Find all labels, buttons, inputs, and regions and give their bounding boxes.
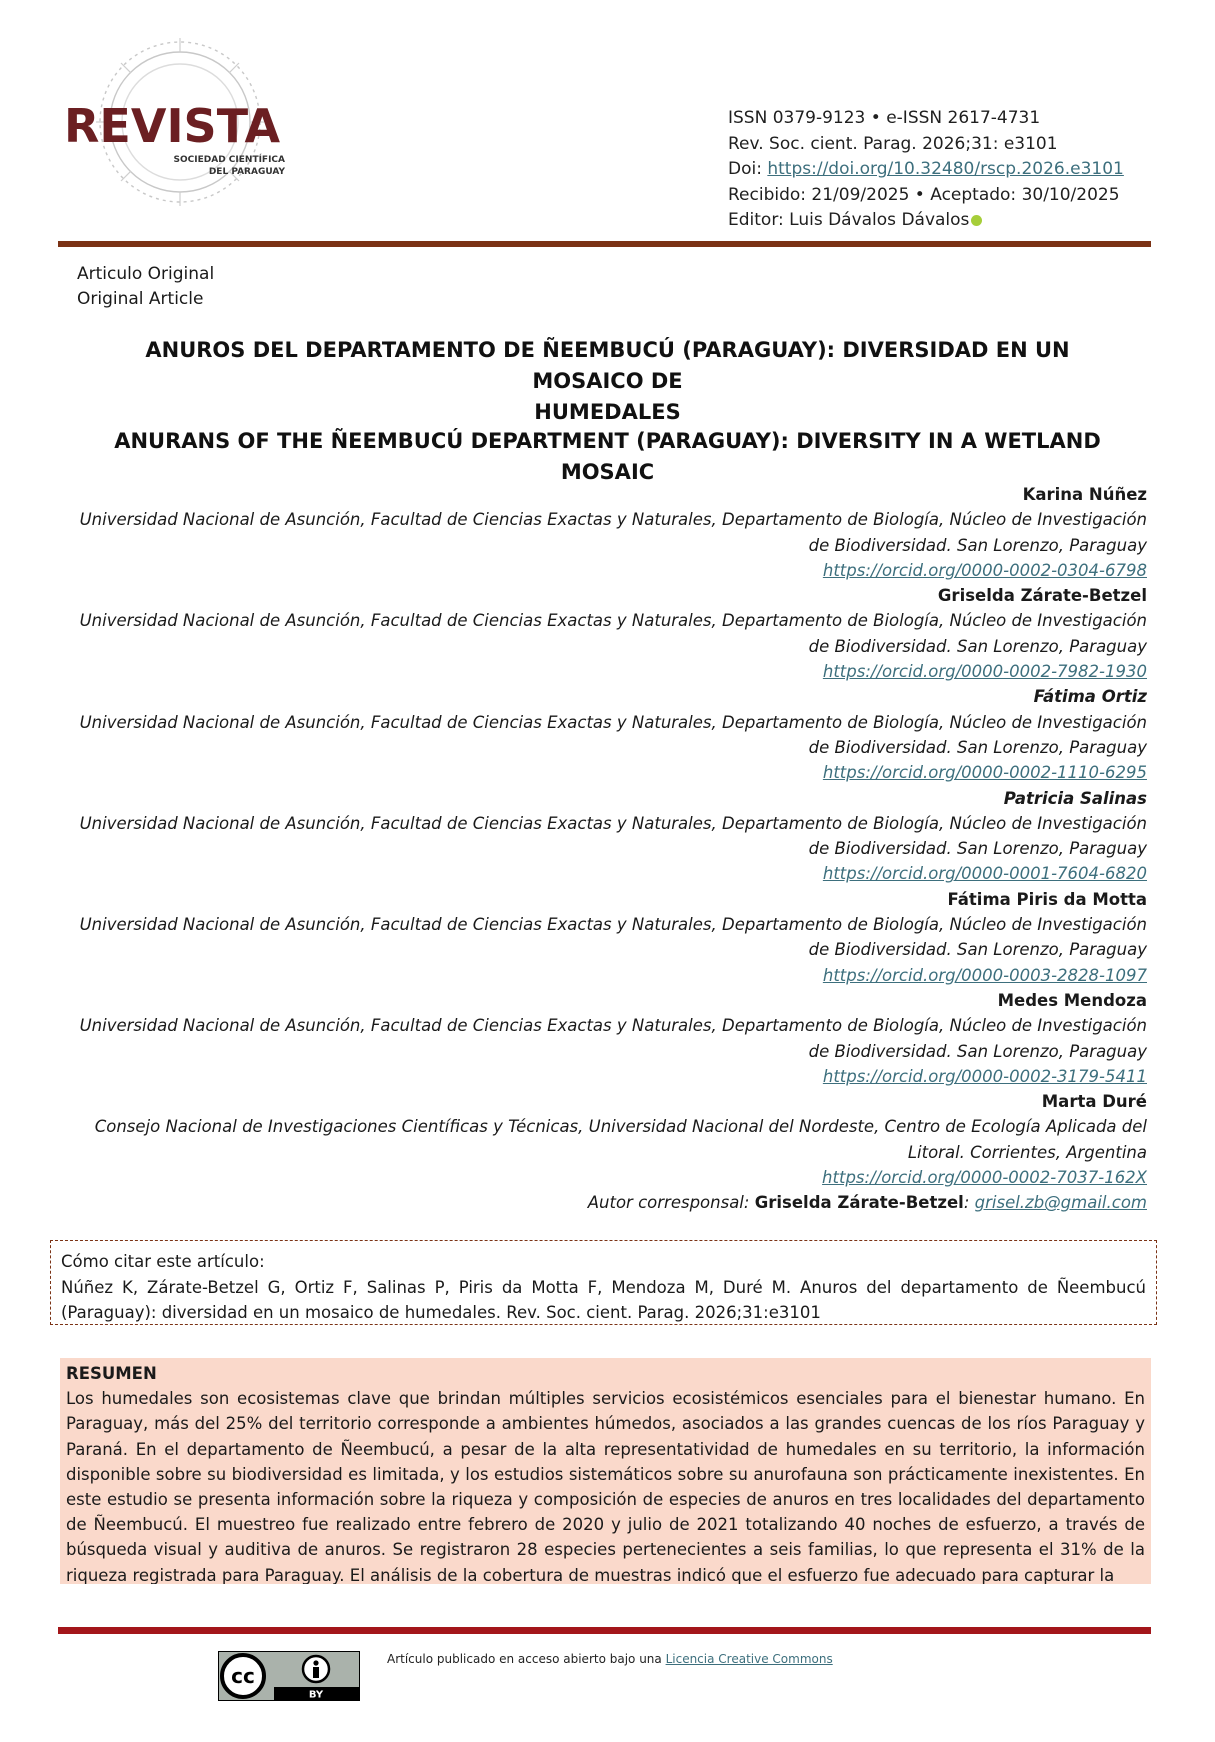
- author-name: Patricia Salinas: [1003, 788, 1147, 808]
- author-affiliation: Universidad Nacional de Asunción, Facultad de Ciencias Exactas y Naturales, Departamento de Biología, Núcleo de Investigación: [79, 510, 1147, 530]
- license-note: [387, 1652, 833, 1666]
- author-name: Karina Núñez: [1022, 485, 1147, 504]
- title-english: ANURANS OF THE ÑEEMBUCÚ DEPARTMENT (PARAGUAY): DIVERSITY IN A WETLAND MOSAIC: [114, 429, 1101, 484]
- logo-title: REVISTA: [64, 99, 281, 153]
- editor-line: [728, 208, 1124, 234]
- article-type: [77, 262, 214, 312]
- corresponding-author: [66, 1190, 1147, 1215]
- author-orcid-link[interactable]: https://orcid.org/0000-0002-0304-6798: [822, 560, 1147, 580]
- footer-rule: [58, 1627, 1151, 1634]
- license-text: Artículo publicado en acceso abierto bajo una: [387, 1652, 666, 1666]
- author-affiliation: de Biodiversidad. San Lorenzo, Paraguay: [808, 535, 1147, 555]
- author-affiliation: Universidad Nacional de Asunción, Facultad de Ciencias Exactas y Naturales, Departamento de Biología, Núcleo de Investigación: [79, 813, 1147, 833]
- authors-block: [66, 482, 1147, 1216]
- author-affiliation: de Biodiversidad. San Lorenzo, Paraguay: [808, 636, 1147, 656]
- doi-line: [728, 157, 1124, 183]
- journal-logo: [60, 30, 300, 210]
- dates: Recibido: 21/09/2025 • Aceptado: 30/10/2025: [728, 184, 1120, 205]
- by-label: BY: [308, 1689, 324, 1701]
- author-block: [66, 988, 1147, 1089]
- author-name: Fátima Ortiz: [1033, 687, 1147, 707]
- author-orcid-link[interactable]: https://orcid.org/0000-0001-7604-6820: [822, 864, 1147, 884]
- corresponding-sep: :: [963, 1193, 975, 1213]
- author-affiliation: Litoral. Corrientes, Argentina: [907, 1142, 1147, 1162]
- author-affiliation: de Biodiversidad. San Lorenzo, Paraguay: [808, 839, 1147, 859]
- author-affiliation: Universidad Nacional de Asunción, Facultad de Ciencias Exactas y Naturales, Departamento de Biología, Núcleo de Investigación: [79, 915, 1147, 935]
- author-affiliation: de Biodiversidad. San Lorenzo, Paraguay: [808, 1041, 1147, 1061]
- doi-link[interactable]: https://doi.org/10.32480/rscp.2026.e3101: [767, 159, 1124, 179]
- cc-label: cc: [231, 1664, 255, 1688]
- author-affiliation: de Biodiversidad. San Lorenzo, Paraguay: [808, 940, 1147, 960]
- journal-citation: Rev. Soc. cient. Parag. 2026;31: e3101: [728, 133, 1058, 154]
- logo-subtitle-1: SOCIEDAD CIENTÍFICA: [173, 155, 285, 165]
- cite-heading: Cómo citar este artículo:: [61, 1252, 265, 1271]
- doi-label: Doi:: [728, 159, 768, 179]
- author-orcid-link[interactable]: https://orcid.org/0000-0002-7037-162X: [822, 1168, 1147, 1188]
- author-affiliation: de Biodiversidad. San Lorenzo, Paraguay: [808, 737, 1147, 757]
- title-es-line2: HUMEDALES: [534, 400, 681, 424]
- abstract-text: Los humedales son ecosistemas clave que brindan múltiples servicios ecosistémicos esenciales para el bienestar humano. En Paraguay, más del 25% del territorio corresponde a ambientes húmedos, asociados a las grandes cuencas de los ríos Paraguay y Paraná. En el departamento de Ñeembucú, a pesar de la alta representatividad de humedales en su territorio, la información disponible sobre su biodiversidad es limitada, y los estudios sistemáticos sobre su anurofauna son prácticamente inexistentes. En este estudio se presenta información sobre la riqueza y composición de especies de anuros en tres localidades del departamento de Ñeembucú. El muestreo fue realizado entre febrero de 2020 y julio de 2021 totalizando 40 noches de esfuerzo, a través de búsqueda visual y auditiva de anuros. Se registraron 28 especies pertenecientes a seis familias, lo que representa el 31% de la riqueza registrada para Paraguay. El análisis de la cobertura de muestras indicó que el esfuerzo fue adecuado para capturar la: [66, 1389, 1145, 1584]
- author-affiliation: Universidad Nacional de Asunción, Facultad de Ciencias Exactas y Naturales, Departamento de Biología, Núcleo de Investigación: [79, 1016, 1147, 1036]
- author-affiliation: Universidad Nacional de Asunción, Facultad de Ciencias Exactas y Naturales, Departamento de Biología, Núcleo de Investigación: [79, 611, 1147, 631]
- article-type-es: Articulo Original: [77, 264, 215, 284]
- article-type-en: Original Article: [77, 289, 204, 309]
- cite-text: Núñez K, Zárate-Betzel G, Ortiz F, Salinas P, Piris da Motta F, Mendoza M, Duré M. Anuros del departamento de Ñeembucú (Paraguay): diversidad en un mosaico de humedales. Rev. Soc. cient. Parag. 2026;31:e3101: [61, 1277, 1146, 1322]
- license-link[interactable]: Licencia Creative Commons: [665, 1652, 833, 1666]
- issn: ISSN 0379-9123 • e-ISSN 2617-4731: [728, 108, 1041, 128]
- logo-seal-icon: [60, 30, 300, 210]
- abstract-heading: RESUMEN: [66, 1364, 157, 1383]
- author-block: [66, 684, 1147, 785]
- title-spanish: [100, 335, 1115, 428]
- header-rule: [58, 241, 1151, 247]
- corresponding-label: Autor corresponsal:: [587, 1193, 755, 1213]
- author-affiliation: Consejo Nacional de Investigaciones Científicas y Técnicas, Universidad Nacional del Nordeste, Centro de Ecología Aplicada del: [94, 1117, 1147, 1137]
- cite-box: [50, 1240, 1157, 1325]
- author-orcid-link[interactable]: https://orcid.org/0000-0002-1110-6295: [822, 763, 1147, 783]
- logo-subtitle-2: DEL PARAGUAY: [208, 167, 285, 177]
- author-name: Medes Mendoza: [997, 990, 1147, 1010]
- orcid-icon[interactable]: [971, 215, 982, 226]
- author-orcid-link[interactable]: https://orcid.org/0000-0003-2828-1097: [822, 965, 1147, 985]
- cc-by-badge[interactable]: [218, 1651, 360, 1701]
- corresponding-email-link[interactable]: grisel.zb@gmail.com: [974, 1193, 1147, 1213]
- author-name: Griselda Zárate-Betzel: [937, 586, 1147, 606]
- author-orcid-link[interactable]: https://orcid.org/0000-0002-7982-1930: [822, 662, 1147, 682]
- author-name: Fátima Piris da Motta: [947, 889, 1147, 909]
- title-es-line1: ANUROS DEL DEPARTAMENTO DE ÑEEMBUCÚ (PARAGUAY): DIVERSIDAD EN UN MOSAICO DE: [145, 338, 1070, 393]
- journal-meta: [728, 106, 1124, 234]
- author-block: [66, 887, 1147, 988]
- author-block: [66, 786, 1147, 887]
- author-orcid-link[interactable]: https://orcid.org/0000-0002-3179-5411: [822, 1066, 1147, 1086]
- author-affiliation: Universidad Nacional de Asunción, Facultad de Ciencias Exactas y Naturales, Departamento de Biología, Núcleo de Investigación: [79, 712, 1147, 732]
- author-block: [66, 583, 1147, 684]
- corresponding-name: Griselda Zárate-Betzel: [754, 1193, 964, 1213]
- editor: Editor: Luis Dávalos Dávalos: [728, 210, 970, 230]
- author-name: Marta Duré: [1041, 1092, 1147, 1112]
- author-block: [66, 482, 1147, 583]
- author-block: [66, 1089, 1147, 1190]
- cc-by-icon: [218, 1651, 360, 1701]
- abstract-box: [60, 1358, 1151, 1584]
